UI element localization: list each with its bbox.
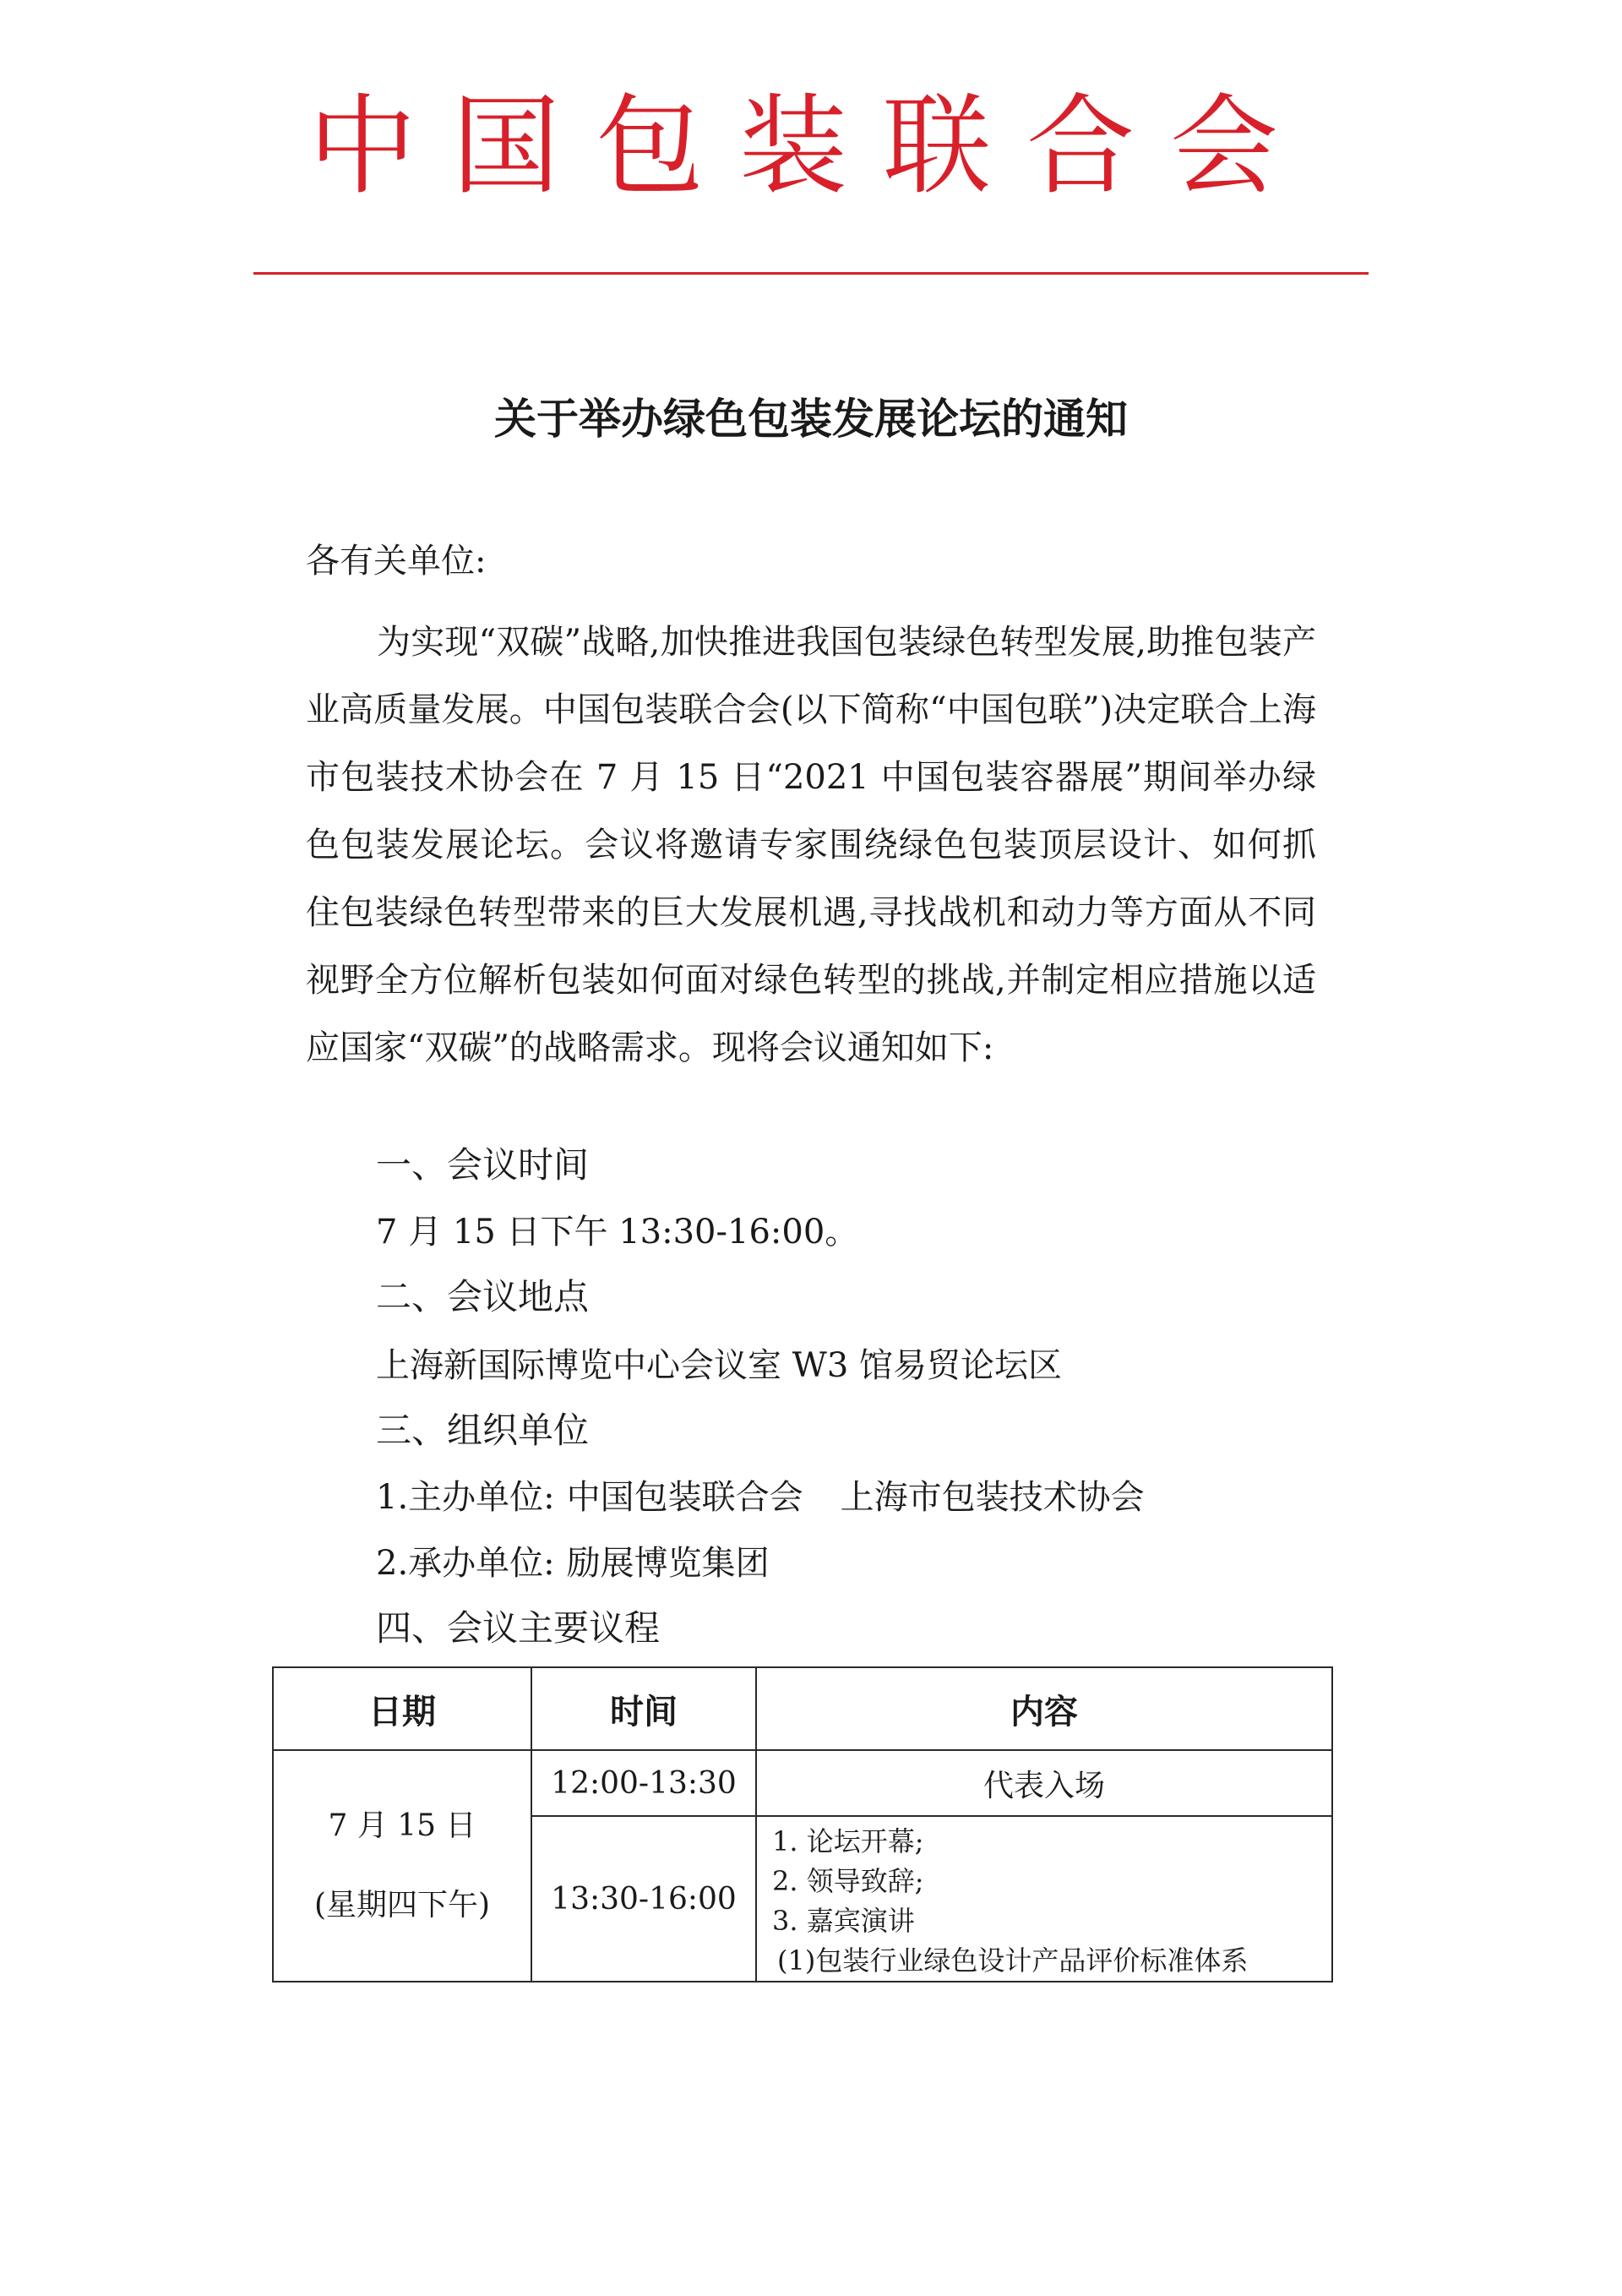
- host-line: [376, 1477, 1145, 1518]
- agenda-time-cell: 12:00-13:30: [531, 1750, 756, 1816]
- agenda-sub-item: (1)包装行业绿色设计产品评价标准体系: [777, 1944, 1249, 1977]
- meeting-venue-text: 上海新国际博览中心会议室 W3 馆易贸论坛区: [376, 1346, 1062, 1385]
- agenda-table: [272, 1666, 1333, 1982]
- host-org-2: 上海市包装技术协会: [840, 1478, 1145, 1517]
- agenda-date: 7 月 15 日: [328, 1808, 476, 1843]
- host-label: 1.主办单位:: [376, 1478, 555, 1517]
- document-title: 关于举办绿色包装发展论坛的通知: [494, 395, 1128, 444]
- agenda-content-cell: 代表入场: [756, 1750, 1332, 1816]
- letterhead-divider: [253, 272, 1369, 275]
- header-time: 时间: [531, 1667, 756, 1750]
- agenda-item: 1. 论坛开幕;: [772, 1825, 924, 1857]
- agenda-header-row: [273, 1667, 1332, 1750]
- agenda-item: 2. 领导致辞;: [772, 1865, 924, 1897]
- agenda-date-note: (星期四下午): [313, 1888, 491, 1922]
- organizer-org: 励展博览集团: [566, 1544, 770, 1583]
- agenda-date-cell: [273, 1750, 531, 1982]
- header-date: 日期: [273, 1667, 531, 1750]
- agenda-time-cell: 13:30-16:00: [531, 1816, 756, 1982]
- intro-paragraph: 为实现“双碳”战略,加快推进我国包装绿色转型发展,助推包装产业高质量发展。中国包装联合会(以下简称“中国包联”)决定联合上海市包装技术协会在 7 月 15 日“2021 中国包装容器展”期间举办绿色包装发展论坛。会议将邀请专家围绕绿色包装顶层设计、如何抓住包装绿色转型带来的巨大发展机遇,寻找战机和动力等方面从不同视野全方位解析包装如何面对绿色转型的挑战,并制定相应措施以适应国家“双碳”的战略需求。现将会议通知如下:: [306, 623, 1316, 1067]
- section-heading-time: 一、会议时间: [376, 1144, 590, 1186]
- header-content: 内容: [756, 1667, 1332, 1750]
- agenda-content-cell: [756, 1816, 1332, 1982]
- section-heading-venue: 二、会议地点: [376, 1276, 590, 1317]
- organizer-line: [376, 1543, 770, 1584]
- host-org-1: 中国包装联合会: [566, 1478, 803, 1517]
- organizer-label: 2.承办单位:: [376, 1544, 555, 1583]
- section-heading-agenda: 四、会议主要议程: [376, 1607, 661, 1649]
- section-heading-organizers: 三、组织单位: [376, 1410, 590, 1451]
- agenda-item: 3. 嘉宾演讲: [772, 1905, 915, 1937]
- salutation: 各有关单位:: [306, 542, 487, 581]
- meeting-time-text: 7 月 15 日下午 13:30-16:00。: [376, 1213, 859, 1252]
- letterhead: 中国包装联合会: [308, 84, 1314, 210]
- agenda-row: [273, 1750, 1332, 1816]
